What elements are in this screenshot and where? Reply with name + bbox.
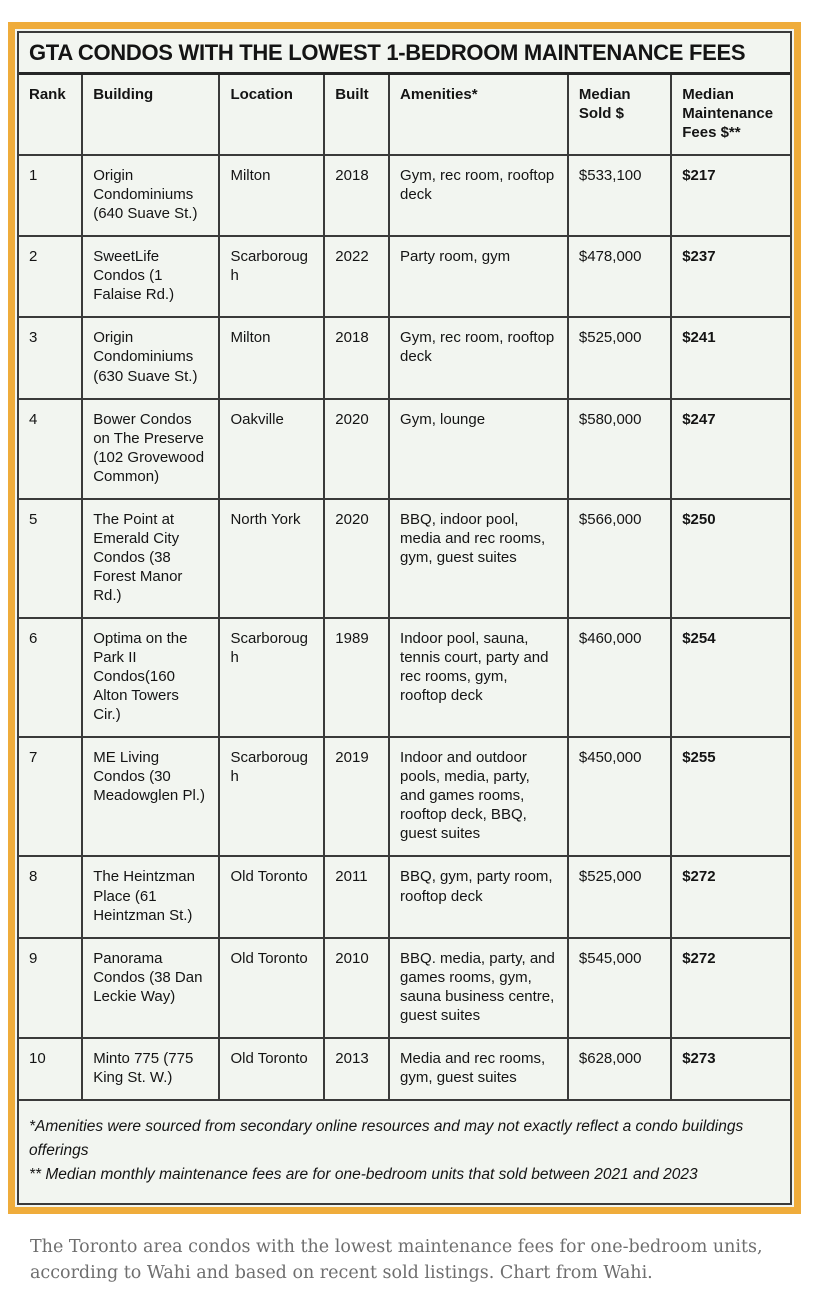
table-row xyxy=(19,856,790,937)
cell-sold: $525,000 xyxy=(568,317,671,398)
cell-amenities: BBQ, indoor pool, media and rec rooms, gym, guest suites xyxy=(389,499,568,618)
cell-built: 2020 xyxy=(324,499,389,618)
column-header-amenities: Amenities* xyxy=(389,75,568,155)
cell-building: The Point at Emerald City Condos (38 Forest Manor Rd.) xyxy=(82,499,219,618)
cell-building: Origin Condominiums (640 Suave St.) xyxy=(82,155,219,236)
cell-rank: 1 xyxy=(19,155,82,236)
cell-amenities: Gym, lounge xyxy=(389,399,568,499)
footnote-line: *Amenities were sourced from secondary online resources and may not exactly reflect a condo buildings offerings xyxy=(29,1117,744,1159)
cell-amenities: BBQ. media, party, and games rooms, gym, sauna business centre, guest suites xyxy=(389,938,568,1038)
cell-amenities: Media and rec rooms, gym, guest suites xyxy=(389,1038,568,1100)
cell-built: 2019 xyxy=(324,737,389,856)
cell-sold: $628,000 xyxy=(568,1038,671,1100)
cell-building: Bower Condos on The Preserve (102 Grovewood Common) xyxy=(82,399,219,499)
cell-building: Panorama Condos (38 Dan Leckie Way) xyxy=(82,938,219,1038)
condo-table xyxy=(19,75,790,1203)
footnote-row xyxy=(19,1100,790,1203)
cell-sold: $545,000 xyxy=(568,938,671,1038)
cell-sold: $450,000 xyxy=(568,737,671,856)
table-row xyxy=(19,938,790,1038)
table-body xyxy=(19,155,790,1100)
footnotes xyxy=(19,1100,790,1203)
table-row xyxy=(19,399,790,499)
cell-sold: $580,000 xyxy=(568,399,671,499)
cell-location: Old Toronto xyxy=(219,938,324,1038)
cell-rank: 7 xyxy=(19,737,82,856)
cell-location: Milton xyxy=(219,155,324,236)
cell-building: Minto 775 (775 King St. W.) xyxy=(82,1038,219,1100)
cell-amenities: Party room, gym xyxy=(389,236,568,317)
cell-fees: $273 xyxy=(671,1038,790,1100)
cell-rank: 5 xyxy=(19,499,82,618)
chart-title: GTA CONDOS WITH THE LOWEST 1-BEDROOM MAINTENANCE FEES xyxy=(19,33,790,75)
column-header-fees: Median Maintenance Fees $** xyxy=(671,75,790,155)
cell-fees: $247 xyxy=(671,399,790,499)
cell-built: 2011 xyxy=(324,856,389,937)
cell-sold: $478,000 xyxy=(568,236,671,317)
cell-fees: $254 xyxy=(671,618,790,737)
cell-location: North York xyxy=(219,499,324,618)
cell-location: Scarborough xyxy=(219,737,324,856)
cell-rank: 4 xyxy=(19,399,82,499)
table-row xyxy=(19,1038,790,1100)
column-header-location: Location xyxy=(219,75,324,155)
cell-building: The Heintzman Place (61 Heintzman St.) xyxy=(82,856,219,937)
cell-location: Oakville xyxy=(219,399,324,499)
cell-built: 2018 xyxy=(324,317,389,398)
cell-built: 2013 xyxy=(324,1038,389,1100)
cell-fees: $255 xyxy=(671,737,790,856)
cell-amenities: Gym, rec room, rooftop deck xyxy=(389,155,568,236)
table-row xyxy=(19,236,790,317)
cell-rank: 3 xyxy=(19,317,82,398)
table-row xyxy=(19,737,790,856)
cell-amenities: Indoor and outdoor pools, media, party, and games rooms, rooftop deck, BBQ, guest suites xyxy=(389,737,568,856)
table-row xyxy=(19,618,790,737)
cell-amenities: Gym, rec room, rooftop deck xyxy=(389,317,568,398)
header-row xyxy=(19,75,790,155)
cell-fees: $272 xyxy=(671,856,790,937)
column-header-built: Built xyxy=(324,75,389,155)
cell-fees: $217 xyxy=(671,155,790,236)
cell-built: 2022 xyxy=(324,236,389,317)
cell-built: 2018 xyxy=(324,155,389,236)
cell-amenities: Indoor pool, sauna, tennis court, party and rec rooms, gym, rooftop deck xyxy=(389,618,568,737)
column-header-sold: Median Sold $ xyxy=(568,75,671,155)
cell-sold: $525,000 xyxy=(568,856,671,937)
cell-rank: 2 xyxy=(19,236,82,317)
column-header-building: Building xyxy=(82,75,219,155)
cell-building: SweetLife Condos (1 Falaise Rd.) xyxy=(82,236,219,317)
cell-rank: 10 xyxy=(19,1038,82,1100)
chart-frame xyxy=(8,22,801,1214)
cell-building: Optima on the Park II Condos(160 Alton Towers Cir.) xyxy=(82,618,219,737)
cell-rank: 9 xyxy=(19,938,82,1038)
footnote-line: ** Median monthly maintenance fees are for one-bedroom units that sold between 2021 and 2023 xyxy=(29,1165,698,1183)
cell-sold: $460,000 xyxy=(568,618,671,737)
table-row xyxy=(19,499,790,618)
cell-location: Scarborough xyxy=(219,236,324,317)
cell-location: Scarborough xyxy=(219,618,324,737)
cell-sold: $566,000 xyxy=(568,499,671,618)
cell-location: Old Toronto xyxy=(219,1038,324,1100)
cell-building: ME Living Condos (30 Meadowglen Pl.) xyxy=(82,737,219,856)
cell-location: Old Toronto xyxy=(219,856,324,937)
cell-built: 1989 xyxy=(324,618,389,737)
cell-rank: 6 xyxy=(19,618,82,737)
cell-built: 2020 xyxy=(324,399,389,499)
cell-fees: $237 xyxy=(671,236,790,317)
chart-panel xyxy=(17,31,792,1205)
cell-building: Origin Condominiums (630 Suave St.) xyxy=(82,317,219,398)
cell-amenities: BBQ, gym, party room, rooftop deck xyxy=(389,856,568,937)
image-caption: The Toronto area condos with the lowest maintenance fees for one-bedroom units, according to Wahi and based on recent sold listings. Chart from Wahi. xyxy=(30,1236,763,1284)
cell-fees: $272 xyxy=(671,938,790,1038)
cell-fees: $241 xyxy=(671,317,790,398)
table-row xyxy=(19,155,790,236)
cell-sold: $533,100 xyxy=(568,155,671,236)
table-row xyxy=(19,317,790,398)
cell-built: 2010 xyxy=(324,938,389,1038)
cell-location: Milton xyxy=(219,317,324,398)
column-header-rank: Rank xyxy=(19,75,82,155)
cell-fees: $250 xyxy=(671,499,790,618)
cell-rank: 8 xyxy=(19,856,82,937)
